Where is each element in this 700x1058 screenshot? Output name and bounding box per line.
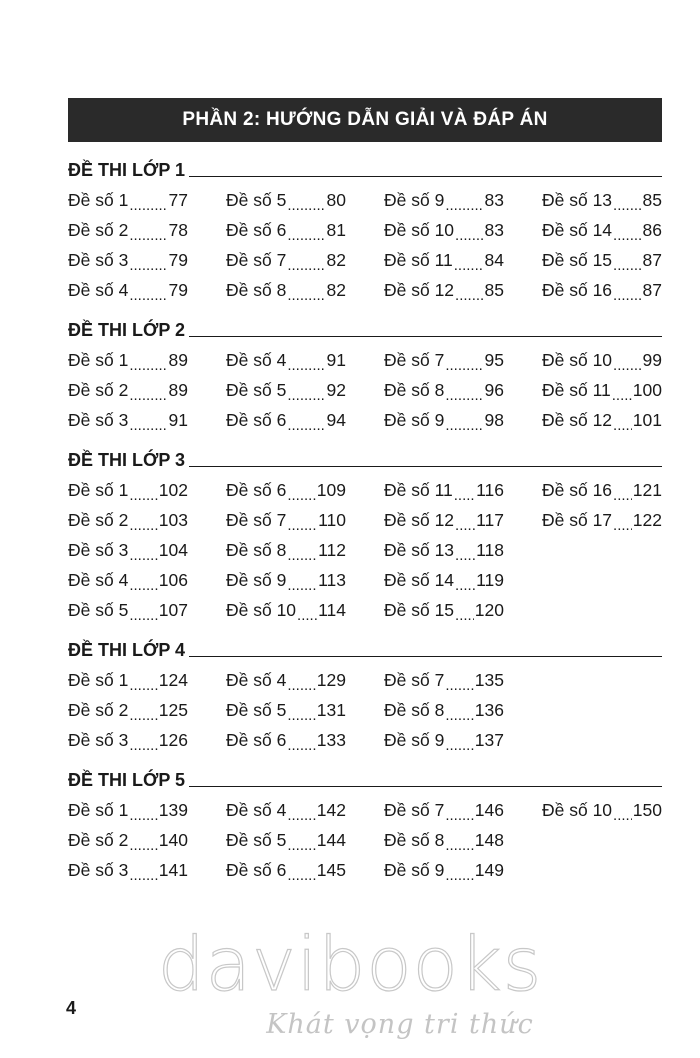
dot-leader bbox=[445, 191, 483, 215]
dot-leader bbox=[445, 351, 483, 375]
section-rule bbox=[189, 466, 662, 467]
toc-entry bbox=[384, 215, 504, 245]
toc-entry bbox=[226, 665, 346, 695]
toc-entry bbox=[384, 185, 504, 215]
dot-leader bbox=[129, 411, 167, 435]
dot-leader bbox=[129, 481, 157, 505]
toc-entry bbox=[226, 475, 346, 505]
dot-leader bbox=[129, 251, 167, 275]
toc-entry bbox=[542, 245, 662, 275]
entry-page: 117 bbox=[476, 510, 504, 530]
entry-page: 106 bbox=[158, 570, 188, 590]
section-heading bbox=[68, 446, 662, 470]
toc-row bbox=[68, 505, 668, 535]
entry-label: Đề số 2 bbox=[68, 220, 129, 240]
dot-leader bbox=[455, 601, 474, 625]
toc-entry bbox=[226, 695, 346, 725]
entry-label: Đề số 9 bbox=[384, 860, 445, 880]
entry-page: 114 bbox=[318, 600, 346, 620]
dot-leader bbox=[129, 281, 167, 305]
toc-row bbox=[68, 695, 668, 725]
toc-entry bbox=[68, 595, 188, 625]
dot-leader bbox=[287, 571, 317, 595]
toc-row bbox=[68, 375, 668, 405]
toc-row bbox=[68, 535, 668, 565]
entry-page: 137 bbox=[474, 730, 504, 750]
entry-page: 150 bbox=[632, 800, 662, 820]
toc-entry bbox=[226, 245, 346, 275]
dot-leader bbox=[445, 831, 473, 855]
section-title: ĐỀ THI LỚP 1 bbox=[68, 160, 186, 180]
entry-label: Đề số 16 bbox=[542, 280, 613, 300]
banner-title: PHẦN 2: HƯỚNG DẪN GIẢI VÀ ĐÁP ÁN bbox=[182, 109, 548, 130]
entry-page: 122 bbox=[632, 510, 662, 530]
toc-grid bbox=[68, 345, 668, 435]
entry-label: Đề số 2 bbox=[68, 830, 129, 850]
entry-label: Đề số 9 bbox=[384, 730, 445, 750]
entry-label: Đề số 13 bbox=[384, 540, 455, 560]
entry-page: 81 bbox=[326, 220, 346, 240]
toc-entry bbox=[68, 795, 188, 825]
watermark-brand: davibooks bbox=[157, 922, 543, 1008]
toc-row bbox=[68, 725, 668, 755]
toc-row bbox=[68, 855, 668, 885]
dot-leader bbox=[129, 541, 157, 565]
toc-grid bbox=[68, 475, 668, 625]
section-heading bbox=[68, 316, 662, 340]
entry-page: 135 bbox=[474, 670, 504, 690]
dot-leader bbox=[287, 221, 325, 245]
toc-entry bbox=[68, 375, 188, 405]
toc-entry bbox=[68, 215, 188, 245]
entry-label: Đề số 1 bbox=[68, 190, 129, 210]
entry-label: Đề số 10 bbox=[384, 220, 455, 240]
entry-page: 113 bbox=[318, 570, 346, 590]
dot-leader bbox=[445, 861, 473, 885]
dot-leader bbox=[445, 411, 483, 435]
toc-row bbox=[68, 245, 668, 275]
toc-entry bbox=[68, 695, 188, 725]
dot-leader bbox=[287, 411, 325, 435]
entry-label: Đề số 9 bbox=[226, 570, 287, 590]
entry-page: 79 bbox=[168, 250, 188, 270]
entry-label: Đề số 1 bbox=[68, 800, 129, 820]
toc-entry bbox=[384, 565, 504, 595]
toc-entry bbox=[226, 565, 346, 595]
entry-label: Đề số 16 bbox=[542, 480, 613, 500]
toc-entry bbox=[542, 505, 662, 535]
toc-row bbox=[68, 825, 668, 855]
toc-entry bbox=[226, 215, 346, 245]
entry-label: Đề số 4 bbox=[226, 670, 287, 690]
entry-label: Đề số 6 bbox=[226, 860, 287, 880]
dot-leader bbox=[287, 381, 325, 405]
entry-label: Đề số 7 bbox=[384, 670, 445, 690]
entry-page: 95 bbox=[484, 350, 504, 370]
toc-row bbox=[68, 475, 668, 505]
dot-leader bbox=[129, 381, 167, 405]
entry-page: 98 bbox=[484, 410, 504, 430]
dot-leader bbox=[445, 731, 473, 755]
dot-leader bbox=[445, 381, 483, 405]
entry-page: 102 bbox=[158, 480, 188, 500]
entry-label: Đề số 5 bbox=[226, 380, 287, 400]
entry-page: 112 bbox=[318, 540, 346, 560]
entry-page: 139 bbox=[158, 800, 188, 820]
section-rule bbox=[189, 656, 662, 657]
entry-page: 89 bbox=[168, 380, 188, 400]
toc-entry bbox=[68, 275, 188, 305]
dot-leader bbox=[613, 351, 641, 375]
dot-leader bbox=[445, 701, 473, 725]
dot-leader bbox=[129, 601, 157, 625]
entry-label: Đề số 1 bbox=[68, 350, 129, 370]
dot-leader bbox=[455, 571, 475, 595]
toc-entry bbox=[542, 345, 662, 375]
entry-page: 136 bbox=[474, 700, 504, 720]
toc-entry bbox=[384, 245, 504, 275]
section-heading bbox=[68, 636, 662, 660]
dot-leader bbox=[287, 671, 315, 695]
entry-label: Đề số 7 bbox=[384, 800, 445, 820]
toc-entry bbox=[68, 725, 188, 755]
toc-entry bbox=[542, 405, 662, 435]
dot-leader bbox=[287, 281, 325, 305]
entry-page: 82 bbox=[326, 280, 346, 300]
entry-label: Đề số 8 bbox=[226, 540, 287, 560]
toc-entry bbox=[384, 345, 504, 375]
entry-page: 78 bbox=[168, 220, 188, 240]
entry-label: Đề số 6 bbox=[226, 480, 287, 500]
entry-label: Đề số 7 bbox=[226, 510, 287, 530]
toc-entry bbox=[226, 345, 346, 375]
entry-page: 84 bbox=[484, 250, 504, 270]
dot-leader bbox=[287, 541, 317, 565]
toc-entry bbox=[68, 245, 188, 275]
section-title: ĐỀ THI LỚP 5 bbox=[68, 770, 186, 790]
dot-leader bbox=[612, 381, 632, 405]
dot-leader bbox=[287, 481, 315, 505]
toc-entry bbox=[226, 375, 346, 405]
entry-page: 87 bbox=[642, 280, 662, 300]
section-rule bbox=[189, 336, 662, 337]
dot-leader bbox=[129, 191, 167, 215]
entry-label: Đề số 6 bbox=[226, 220, 287, 240]
entry-page: 103 bbox=[158, 510, 188, 530]
entry-page: 149 bbox=[474, 860, 504, 880]
dot-leader bbox=[287, 831, 315, 855]
entry-label: Đề số 4 bbox=[68, 280, 129, 300]
entry-page: 85 bbox=[642, 190, 662, 210]
entry-label: Đề số 5 bbox=[68, 600, 129, 620]
entry-page: 133 bbox=[316, 730, 346, 750]
entry-page: 119 bbox=[476, 570, 504, 590]
entry-page: 141 bbox=[158, 860, 188, 880]
entry-label: Đề số 12 bbox=[542, 410, 613, 430]
toc-entry bbox=[226, 855, 346, 885]
entry-page: 107 bbox=[158, 600, 188, 620]
entry-label: Đề số 11 bbox=[542, 380, 611, 400]
toc-entry bbox=[226, 505, 346, 535]
entry-page: 79 bbox=[168, 280, 188, 300]
toc-entry bbox=[226, 535, 346, 565]
toc-grid bbox=[68, 185, 668, 305]
toc-entry bbox=[384, 595, 504, 625]
entry-label: Đề số 14 bbox=[542, 220, 613, 240]
dot-leader bbox=[455, 221, 483, 245]
entry-page: 104 bbox=[158, 540, 188, 560]
toc-entry bbox=[68, 825, 188, 855]
dot-leader bbox=[454, 251, 484, 275]
entry-page: 86 bbox=[642, 220, 662, 240]
toc-entry bbox=[384, 375, 504, 405]
entry-page: 109 bbox=[316, 480, 346, 500]
entry-label: Đề số 10 bbox=[542, 350, 613, 370]
toc-row bbox=[68, 665, 668, 695]
toc-entry bbox=[226, 725, 346, 755]
toc-row bbox=[68, 595, 668, 625]
entry-label: Đề số 1 bbox=[68, 670, 129, 690]
entry-page: 91 bbox=[168, 410, 188, 430]
entry-label: Đề số 5 bbox=[226, 190, 287, 210]
entry-page: 148 bbox=[474, 830, 504, 850]
toc-entry bbox=[226, 185, 346, 215]
entry-page: 124 bbox=[158, 670, 188, 690]
dot-leader bbox=[287, 351, 325, 375]
toc-entry bbox=[384, 795, 504, 825]
entry-page: 144 bbox=[316, 830, 346, 850]
toc-row bbox=[68, 215, 668, 245]
entry-label: Đề số 2 bbox=[68, 700, 129, 720]
toc-entry bbox=[384, 695, 504, 725]
toc-entry bbox=[542, 275, 662, 305]
entry-page: 118 bbox=[476, 540, 504, 560]
entry-label: Đề số 11 bbox=[384, 480, 453, 500]
toc-entry bbox=[226, 795, 346, 825]
entry-page: 126 bbox=[158, 730, 188, 750]
toc-entry bbox=[542, 475, 662, 505]
toc-entry bbox=[68, 405, 188, 435]
entry-label: Đề số 15 bbox=[542, 250, 613, 270]
toc-entry bbox=[384, 855, 504, 885]
entry-page: 80 bbox=[326, 190, 346, 210]
entry-label: Đề số 10 bbox=[226, 600, 297, 620]
toc-row bbox=[68, 185, 668, 215]
section-heading bbox=[68, 156, 662, 180]
dot-leader bbox=[129, 221, 167, 245]
entry-label: Đề số 3 bbox=[68, 860, 129, 880]
dot-leader bbox=[455, 511, 475, 535]
section-title: ĐỀ THI LỚP 3 bbox=[68, 450, 186, 470]
dot-leader bbox=[129, 831, 157, 855]
toc-entry bbox=[542, 215, 662, 245]
toc-entry bbox=[68, 665, 188, 695]
entry-page: 89 bbox=[168, 350, 188, 370]
entry-page: 83 bbox=[484, 220, 504, 240]
toc-row bbox=[68, 275, 668, 305]
toc-entry bbox=[68, 505, 188, 535]
entry-label: Đề số 5 bbox=[226, 830, 287, 850]
dot-leader bbox=[613, 251, 641, 275]
entry-label: Đề số 8 bbox=[226, 280, 287, 300]
entry-page: 83 bbox=[484, 190, 504, 210]
toc-entry bbox=[226, 595, 346, 625]
toc-row bbox=[68, 795, 668, 825]
dot-leader bbox=[287, 861, 315, 885]
toc-grid bbox=[68, 665, 668, 755]
dot-leader bbox=[455, 541, 475, 565]
entry-label: Đề số 4 bbox=[226, 350, 287, 370]
entry-label: Đề số 8 bbox=[384, 380, 445, 400]
entry-label: Đề số 17 bbox=[542, 510, 613, 530]
dot-leader bbox=[445, 671, 473, 695]
entry-label: Đề số 7 bbox=[226, 250, 287, 270]
toc-entry bbox=[68, 565, 188, 595]
toc-entry bbox=[384, 275, 504, 305]
dot-leader bbox=[297, 601, 317, 625]
dot-leader bbox=[129, 571, 157, 595]
entry-page: 116 bbox=[476, 480, 504, 500]
entry-label: Đề số 12 bbox=[384, 510, 455, 530]
entry-label: Đề số 11 bbox=[384, 250, 453, 270]
entry-label: Đề số 1 bbox=[68, 480, 129, 500]
dot-leader bbox=[129, 511, 157, 535]
dot-leader bbox=[129, 801, 157, 825]
entry-page: 121 bbox=[632, 480, 662, 500]
entry-label: Đề số 6 bbox=[226, 730, 287, 750]
toc-row bbox=[68, 565, 668, 595]
entry-page: 120 bbox=[474, 600, 504, 620]
dot-leader bbox=[613, 281, 641, 305]
dot-leader bbox=[613, 221, 641, 245]
toc-entry bbox=[384, 665, 504, 695]
toc-entry bbox=[384, 535, 504, 565]
entry-label: Đề số 5 bbox=[226, 700, 287, 720]
entry-label: Đề số 9 bbox=[384, 190, 445, 210]
dot-leader bbox=[287, 701, 315, 725]
entry-page: 101 bbox=[632, 410, 662, 430]
entry-page: 145 bbox=[316, 860, 346, 880]
entry-page: 85 bbox=[484, 280, 504, 300]
toc-row bbox=[68, 345, 668, 375]
toc-grid bbox=[68, 795, 668, 885]
entry-page: 129 bbox=[316, 670, 346, 690]
entry-page: 140 bbox=[158, 830, 188, 850]
entry-label: Đề số 6 bbox=[226, 410, 287, 430]
entry-label: Đề số 2 bbox=[68, 380, 129, 400]
dot-leader bbox=[129, 861, 157, 885]
entry-label: Đề số 12 bbox=[384, 280, 455, 300]
toc-entry bbox=[542, 185, 662, 215]
dot-leader bbox=[287, 251, 325, 275]
entry-page: 110 bbox=[318, 510, 346, 530]
section-rule bbox=[189, 786, 662, 787]
entry-page: 96 bbox=[484, 380, 504, 400]
entry-label: Đề số 3 bbox=[68, 250, 129, 270]
toc-entry bbox=[68, 535, 188, 565]
dot-leader bbox=[613, 801, 632, 825]
entry-label: Đề số 3 bbox=[68, 540, 129, 560]
entry-label: Đề số 15 bbox=[384, 600, 455, 620]
toc-entry bbox=[384, 725, 504, 755]
dot-leader bbox=[454, 481, 475, 505]
section-title: ĐỀ THI LỚP 2 bbox=[68, 320, 186, 340]
entry-label: Đề số 7 bbox=[384, 350, 445, 370]
entry-label: Đề số 3 bbox=[68, 730, 129, 750]
dot-leader bbox=[287, 191, 325, 215]
entry-page: 87 bbox=[642, 250, 662, 270]
toc-row bbox=[68, 405, 668, 435]
entry-page: 94 bbox=[326, 410, 346, 430]
dot-leader bbox=[129, 671, 157, 695]
dot-leader bbox=[613, 511, 632, 535]
dot-leader bbox=[613, 481, 632, 505]
entry-label: Đề số 13 bbox=[542, 190, 613, 210]
entry-label: Đề số 2 bbox=[68, 510, 129, 530]
page-number: 4 bbox=[66, 998, 77, 1018]
entry-label: Đề số 4 bbox=[68, 570, 129, 590]
section-title: ĐỀ THI LỚP 4 bbox=[68, 640, 186, 660]
dot-leader bbox=[613, 411, 632, 435]
section-banner bbox=[68, 98, 662, 142]
toc-entry bbox=[542, 795, 662, 825]
dot-leader bbox=[287, 801, 315, 825]
entry-label: Đề số 3 bbox=[68, 410, 129, 430]
entry-page: 82 bbox=[326, 250, 346, 270]
dot-leader bbox=[445, 801, 473, 825]
entry-label: Đề số 14 bbox=[384, 570, 455, 590]
entry-page: 146 bbox=[474, 800, 504, 820]
toc-entry bbox=[384, 405, 504, 435]
dot-leader bbox=[455, 281, 483, 305]
entry-label: Đề số 4 bbox=[226, 800, 287, 820]
dot-leader bbox=[129, 731, 157, 755]
dot-leader bbox=[129, 701, 157, 725]
entry-page: 125 bbox=[158, 700, 188, 720]
toc-entry bbox=[68, 475, 188, 505]
toc-entry bbox=[68, 855, 188, 885]
toc-entry bbox=[384, 475, 504, 505]
dot-leader bbox=[613, 191, 641, 215]
toc-entry bbox=[226, 275, 346, 305]
dot-leader bbox=[287, 511, 317, 535]
section-rule bbox=[189, 176, 662, 177]
entry-label: Đề số 8 bbox=[384, 700, 445, 720]
toc-entry bbox=[542, 375, 662, 405]
entry-label: Đề số 8 bbox=[384, 830, 445, 850]
section-heading bbox=[68, 766, 662, 790]
toc-entry bbox=[384, 825, 504, 855]
entry-page: 91 bbox=[326, 350, 346, 370]
entry-page: 92 bbox=[326, 380, 346, 400]
entry-page: 100 bbox=[632, 380, 662, 400]
entry-page: 99 bbox=[642, 350, 662, 370]
toc-entry bbox=[68, 345, 188, 375]
watermark-tagline: Khát vọng tri thức bbox=[266, 1009, 534, 1040]
toc-entry bbox=[226, 405, 346, 435]
dot-leader bbox=[129, 351, 167, 375]
toc-entry bbox=[384, 505, 504, 535]
entry-page: 77 bbox=[168, 190, 188, 210]
entry-label: Đề số 9 bbox=[384, 410, 445, 430]
dot-leader bbox=[287, 731, 315, 755]
toc-entry bbox=[68, 185, 188, 215]
toc-entry bbox=[226, 825, 346, 855]
entry-page: 142 bbox=[316, 800, 346, 820]
entry-label: Đề số 10 bbox=[542, 800, 613, 820]
entry-page: 131 bbox=[316, 700, 346, 720]
